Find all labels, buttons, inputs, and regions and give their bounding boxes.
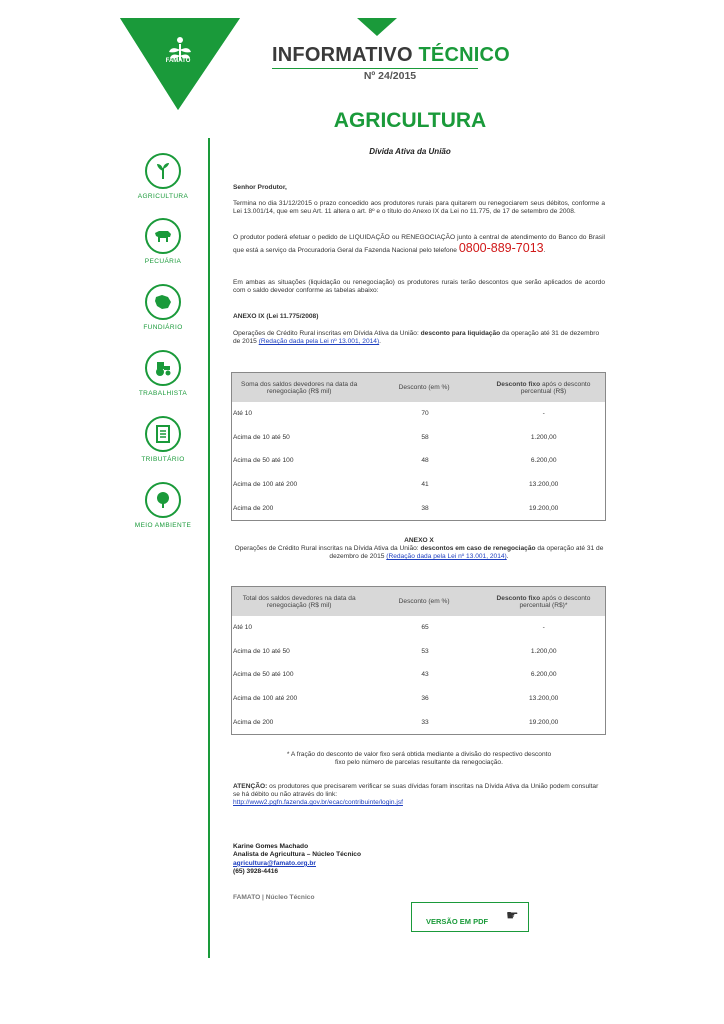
sidebar-item-label: TRIBUTÁRIO	[141, 456, 185, 463]
paragraph-deadline: Termina no dia 31/12/2015 o prazo concedido aos produtores rurais para quitarem ou renegociarem seus débitos, conforme a Lei 13.001/14, que em seu Art. 11 altera o art. 8º e o título do Anexo IX da Lei no 11.775, de 17 de setembro de 2008.	[233, 200, 605, 216]
sidebar-item-fundiario[interactable]	[123, 284, 203, 331]
header-bold-part: Desconto fixo	[496, 594, 541, 602]
anexo-x-table	[231, 586, 606, 735]
table-cell: 53	[421, 647, 429, 655]
footnote-line-1: * A fração do desconto de valor fixo será obtida mediante a divisão do respectivo desconto	[286, 751, 552, 758]
table-cell: Acima de 10 até 50	[233, 433, 290, 441]
table-cell: 43	[421, 671, 429, 679]
table-cell: 48	[421, 457, 429, 465]
table-cell: 6.200,00	[530, 457, 557, 465]
contact-end: .	[543, 247, 546, 254]
paragraph-discounts: Em ambas as situações (liquidação ou renegociação) os produtores rurais terão descontos que serão aplicados de acordo com o saldo devedor conforme as tabelas abaixo:	[233, 279, 605, 295]
sidebar-item-label: AGRICULTURA	[137, 193, 189, 200]
phone-number: 0800-889-7013	[458, 241, 544, 255]
tree-icon	[145, 482, 181, 518]
table-cell: 1.200,00	[530, 647, 557, 655]
anexo-ix-desc-end: .	[379, 338, 381, 346]
sidebar-item-label: PECUÁRIA	[144, 258, 182, 265]
pdf-version-button[interactable]	[411, 902, 529, 932]
greeting: Senhor Produtor,	[233, 184, 287, 191]
table-cell: 6.200,00	[530, 671, 557, 679]
table-cell: 36	[421, 695, 429, 703]
table-cell: Acima de 100 até 200	[233, 481, 298, 489]
table-cell: 1.200,00	[530, 433, 557, 441]
signature-phone: (65) 3928-4416	[233, 868, 279, 876]
anexo-x-title: ANEXO X	[404, 537, 434, 544]
table-row	[232, 473, 605, 497]
footer-note: FAMATO | Núcleo Técnico	[233, 894, 315, 901]
table-cell: 41	[421, 481, 429, 489]
cow-icon	[145, 218, 181, 254]
header-rest-part: após o desconto percentual (R$)	[520, 380, 591, 395]
table-cell: Até 10	[233, 410, 253, 418]
table-cell: Acima de 200	[233, 504, 274, 512]
footnote-line-2: fixo pelo número de parcelas resultante da renegociação.	[335, 759, 503, 767]
table-cell: Acima de 50 até 100	[233, 671, 294, 679]
table-cell: 33	[421, 718, 429, 726]
plant-icon	[145, 153, 181, 189]
subject-title: Dívida Ativa da União	[369, 147, 451, 156]
table-row	[232, 710, 605, 734]
section-title: AGRICULTURA	[333, 109, 487, 132]
table-cell: Acima de 10 até 50	[233, 647, 290, 655]
pdf-button-label: VERSÃO EM PDF	[426, 917, 489, 926]
logo-text: FAMATO	[165, 58, 191, 64]
signature-email-link[interactable]: agricultura@famato.org.br	[233, 859, 317, 867]
table-cell: Acima de 100 até 200	[233, 695, 298, 703]
table-row	[232, 402, 605, 426]
pointing-hand-icon: ☛	[506, 907, 519, 923]
sidebar-item-agricultura[interactable]	[123, 153, 203, 200]
anexo-x-law-link[interactable]: (Redação dada pela Lei nº 13.001, 2014)	[386, 553, 507, 561]
issue-number: Nº 24/2015	[363, 70, 417, 82]
anexo-ix-description	[233, 330, 605, 346]
table-cell: -	[542, 624, 545, 632]
anexo-ix-desc-bold: desconto para liquidação	[420, 330, 501, 337]
sidebar-item-tributario[interactable]	[123, 416, 203, 463]
table-cell: 65	[421, 624, 429, 632]
table-cell: Acima de 200	[233, 718, 274, 726]
sidebar-item-label: TRABALHISTA	[138, 390, 188, 397]
table-header-cell: Total dos saldos devedores na data da renegociação (R$ mil)	[242, 594, 356, 609]
anexo-ix-desc-b: da operação até 31 de dezembro de 2015	[233, 330, 600, 346]
anexo-ix-desc-a: Operações de Crédito Rural inscritas em Dívida Ativa da União:	[233, 330, 419, 337]
tractor-icon	[145, 350, 181, 386]
table-cell: Até 10	[233, 624, 253, 632]
contact-text: O produtor poderá efetuar o pedido de LIQUIDAÇÃO ou RENEGOCIAÇÃO junto à central de atendimento do Banco do Brasil que está a serviço da Procuradoria Geral da Fazenda Nacional pelo telefone	[233, 234, 605, 254]
table-header-cell: Desconto (em %)	[398, 598, 450, 605]
anexo-ix-table	[231, 372, 606, 521]
sidebar-divider	[208, 138, 210, 958]
paragraph-contact	[233, 232, 605, 256]
table-cell: -	[542, 410, 545, 418]
table-cell: 19.200,00	[528, 718, 559, 726]
sidebar-item-pecuaria[interactable]	[123, 218, 203, 265]
table-row	[232, 449, 605, 473]
header-small-triangle	[357, 18, 397, 38]
table-header-cell: Soma dos saldos devedores na data da renegociação (R$ mil)	[241, 380, 358, 395]
sidebar-item-meio-ambiente[interactable]	[123, 482, 203, 529]
table-header-cell: Desconto (em %)	[398, 384, 450, 391]
table-row	[232, 426, 605, 450]
signature-block	[233, 843, 361, 877]
table-header	[232, 373, 605, 402]
table-row	[232, 496, 605, 520]
anexo-ix-law-link[interactable]: (Redação dada pela Lei nº 13.001, 2014)	[258, 338, 380, 346]
newsletter-title	[272, 44, 510, 67]
title-word-2: TÉCNICO	[418, 44, 510, 66]
logo-banner	[120, 18, 240, 110]
anexo-x-desc-end: .	[506, 553, 509, 561]
table-cell: 38	[421, 504, 429, 512]
map-icon	[145, 284, 181, 320]
anexo-x-desc-b: da operação até 31 de dezembro de 2015	[329, 545, 604, 561]
title-word-1: INFORMATIVO	[272, 44, 413, 66]
pgfn-login-link[interactable]: http://www2.pgfn.fazenda.gov.br/ecac/contribuinte/login.jsf	[233, 799, 403, 807]
anexo-ix-title: ANEXO IX (Lei 11.775/2008)	[233, 313, 319, 320]
attention-label: ATENÇÃO:	[233, 783, 268, 790]
sidebar-item-label: FUNDIÁRIO	[143, 324, 183, 331]
attention-paragraph	[233, 783, 605, 808]
sidebar-item-trabalhista[interactable]	[123, 350, 203, 397]
anexo-x-desc-bold: descontos em caso de renegociação	[420, 545, 536, 552]
footnote	[233, 751, 605, 767]
table-row	[232, 640, 605, 664]
table-row	[232, 687, 605, 711]
anexo-x-desc-a: Operações de Crédito Rural inscritas na Dívida Ativa da União:	[234, 545, 419, 552]
attention-text: os produtores que precisarem verificar se suas dívidas foram inscritas na Dívida Ativa da União podem consultar se há débito ou não através do link:	[233, 783, 599, 799]
table-header	[232, 587, 605, 616]
table-cell: 13.200,00	[528, 695, 559, 703]
table-header-cell	[482, 381, 605, 395]
table-cell: 19.200,00	[528, 504, 559, 512]
signature-role: Analista de Agricultura – Núcleo Técnico	[233, 851, 361, 859]
table-row	[232, 663, 605, 687]
signature-name: Karine Gomes Machado	[233, 843, 309, 850]
anexo-x-description	[233, 545, 605, 561]
table-header-cell	[482, 595, 605, 609]
table-row	[232, 616, 605, 640]
table-cell: 70	[421, 410, 429, 418]
sidebar-item-label: MEIO AMBIENTE	[134, 522, 192, 529]
table-cell: 58	[421, 433, 429, 441]
title-underline	[272, 68, 478, 69]
header-rest-part: após o desconto percentual (R$)*	[519, 594, 591, 609]
document-icon	[145, 416, 181, 452]
table-cell: Acima de 50 até 100	[233, 457, 294, 465]
table-cell: 13.200,00	[528, 481, 559, 489]
header-bold-part: Desconto fixo	[496, 380, 541, 388]
